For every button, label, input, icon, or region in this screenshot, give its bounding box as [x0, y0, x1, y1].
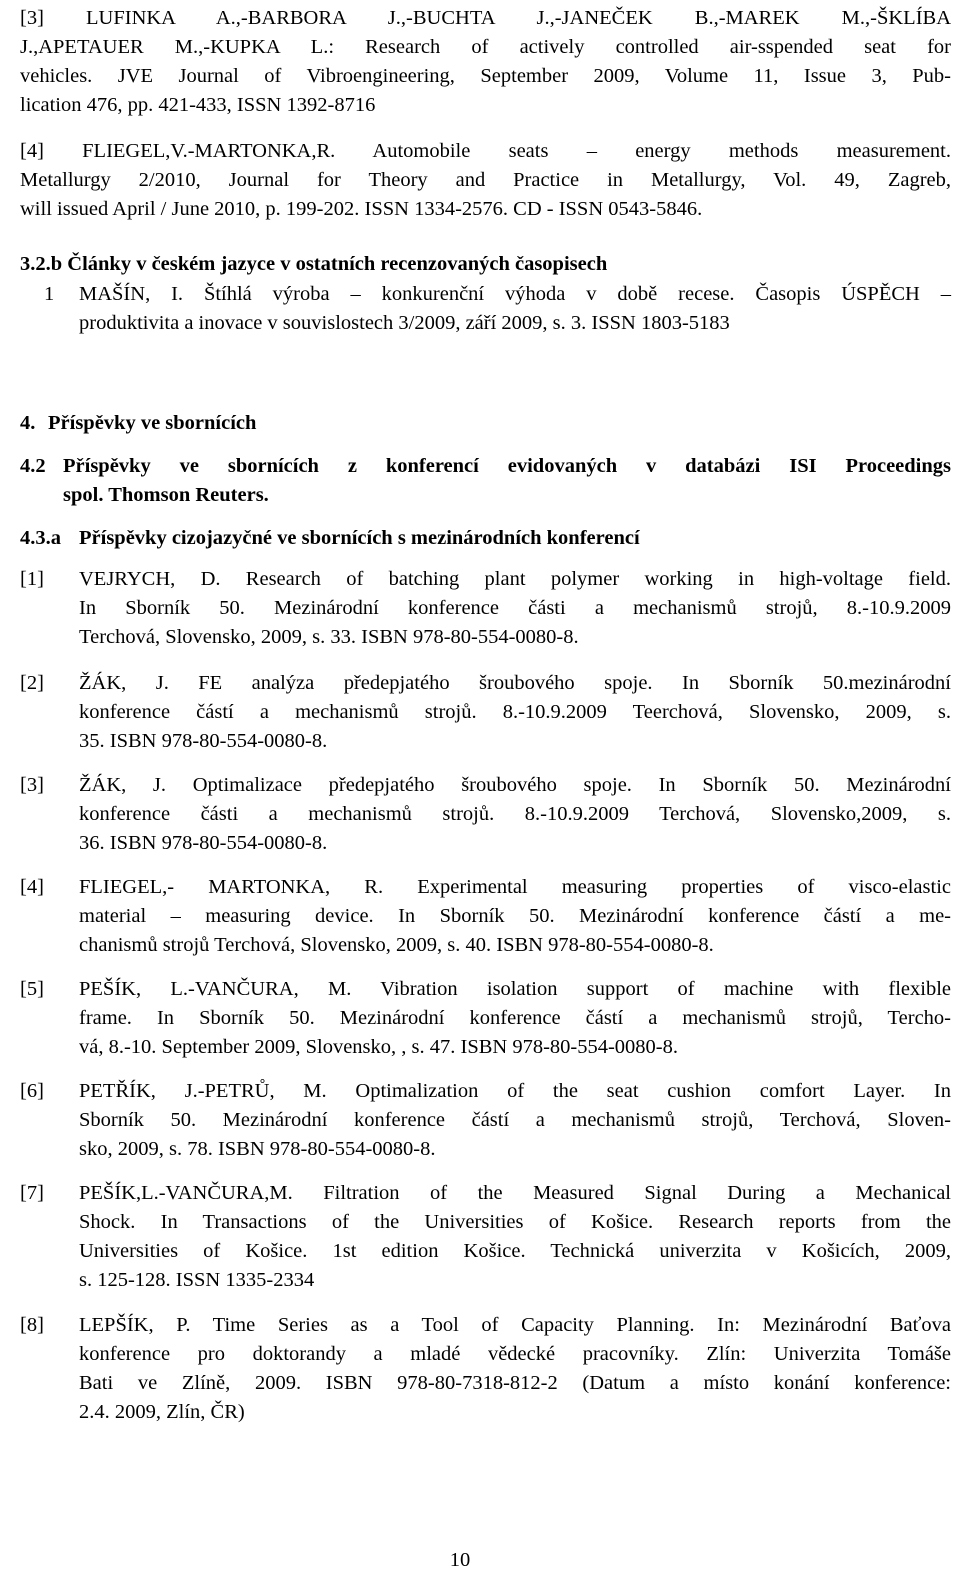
reference-line: ŽÁK, J. FE analýza předepjatého šroubového spoje. In Sborník 50.mezinárodní: [79, 672, 951, 694]
section-number-4-2: 4.2: [20, 455, 46, 477]
reference-line: konference části a mechanismů strojů. 8.-10.9.2009 Terchová, Slovensko,2009, s.: [79, 803, 951, 825]
reference-line: 36. ISBN 978-80-554-0080-8.: [79, 832, 328, 854]
reference-line: PEŠÍK,L.-VANČURA,M. Filtration of the Measured Signal During a Mechanical: [79, 1182, 951, 1204]
reference-number: 1: [44, 283, 55, 305]
section-heading-4: Příspěvky ve sbornících: [48, 412, 257, 434]
reference-line: FLIEGEL,- MARTONKA, R. Experimental measuring properties of visco-elastic: [79, 876, 951, 898]
section-heading-4-2: [63, 452, 951, 481]
reference-line: Sborník 50. Mezinárodní konference částí a mechanismů strojů, Terchová, Sloven-: [79, 1109, 951, 1131]
page-number: 10: [449, 1549, 471, 1571]
reference-line: s. 125-128. ISSN 1335-2334: [79, 1269, 315, 1291]
section-heading-4-2-continued: spol. Thomson Reuters.: [63, 484, 269, 506]
reference-number: [4]: [20, 876, 44, 898]
reference-line: will issued April / June 2010, p. 199-202. ISSN 1334-2576. CD - ISSN 0543-5846.: [20, 198, 703, 220]
reference-line: VEJRYCH, D. Research of batching plant polymer working in high-voltage field.: [79, 568, 951, 590]
reference-line: sko, 2009, s. 78. ISBN 978-80-554-0080-8.: [79, 1138, 436, 1160]
reference-number: [6]: [20, 1080, 44, 1102]
reference-line: J.,APETAUER M.,-KUPKA L.: Research of actively controlled air-sspended seat for: [20, 36, 951, 58]
reference-line: 2.4. 2009, Zlín, ČR): [79, 1401, 245, 1423]
section-number-4-3-a: 4.3.a: [20, 527, 61, 549]
reference-line: konference částí a mechanismů strojů. 8.-10.9.2009 Teerchová, Slovensko, 2009, s.: [79, 701, 951, 723]
reference-line: Bati ve Zlíně, 2009. ISBN 978-80-7318-812-2 (Datum a místo konání konference:: [79, 1372, 951, 1394]
reference-line: lication 476, pp. 421-433, ISSN 1392-8716: [20, 94, 376, 116]
section-heading-3-2-b: 3.2.b Články v českém jazyce v ostatních recenzovaných časopisech: [20, 253, 608, 275]
reference-line: Universities of Košice. 1st edition Košice. Technická univerzita v Košicích, 2009,: [79, 1240, 951, 1262]
reference-number: [5]: [20, 978, 44, 1000]
reference-line: Metallurgy 2/2010, Journal for Theory and Practice in Metallurgy, Vol. 49, Zagreb,: [20, 169, 951, 191]
reference-line: frame. In Sborník 50. Mezinárodní konference částí a mechanismů strojů, Tercho-: [79, 1007, 951, 1029]
reference-line: PETŘÍK, J.-PETRŮ, M. Optimalization of the seat cushion comfort Layer. In: [79, 1080, 951, 1102]
reference-line: LEPŠÍK, P. Time Series as a Tool of Capacity Planning. In: Mezinárodní Baťova: [79, 1314, 951, 1336]
reference-line: In Sborník 50. Mezinárodní konference části a mechanismů strojů, 8.-10.9.2009: [79, 597, 951, 619]
reference-number: [1]: [20, 568, 44, 590]
reference-number: [3]: [20, 774, 44, 796]
reference-line: vá, 8.-10. September 2009, Slovensko, , s. 47. ISBN 978-80-554-0080-8.: [79, 1036, 679, 1058]
reference-line: PEŠÍK, L.-VANČURA, M. Vibration isolation support of machine with flexible: [79, 978, 951, 1000]
reference-line: produktivita a inovace v souvislostech 3/2009, září 2009, s. 3. ISSN 1803-5183: [79, 312, 730, 334]
section-heading-4-3-a: Příspěvky cizojazyčné ve sbornících s mezinárodních konferencí: [79, 527, 640, 549]
reference-line: material – measuring device. In Sborník 50. Mezinárodní konference částí a me-: [79, 905, 951, 927]
reference-number: [8]: [20, 1314, 44, 1336]
reference-line: Shock. In Transactions of the Universities of Košice. Research reports from the: [79, 1211, 951, 1233]
reference-line: vehicles. JVE Journal of Vibroengineering, September 2009, Volume 11, Issue 3, Pub-: [20, 65, 951, 87]
section-heading-4-2-line: Příspěvky ve sbornících z konferencí evidovaných v databázi ISI Proceedings: [63, 455, 951, 477]
section-number-4: 4.: [20, 412, 36, 434]
reference-line: Terchová, Slovensko, 2009, s. 33. ISBN 978-80-554-0080-8.: [79, 626, 579, 648]
reference-line: [3] LUFINKA A.,-BARBORA J.,-BUCHTA J.,-JANEČEK B.,-MAREK M.,-ŠKLÍBA: [20, 7, 951, 29]
reference-line: 35. ISBN 978-80-554-0080-8.: [79, 730, 328, 752]
reference-line: chanismů strojů Terchová, Slovensko, 2009, s. 40. ISBN 978-80-554-0080-8.: [79, 934, 714, 956]
reference-line: MAŠÍN, I. Štíhlá výroba – konkurenční výhoda v době recese. Časopis ÚSPĚCH –: [79, 283, 951, 305]
reference-number: [7]: [20, 1182, 44, 1204]
reference-line: konference pro doktorandy a mladé vědecké pracovníky. Zlín: Univerzita Tomáše: [79, 1343, 951, 1365]
reference-line: [4] FLIEGEL,V.-MARTONKA,R. Automobile seats – energy methods measurement.: [20, 140, 951, 162]
reference-line: ŽÁK, J. Optimalizace předepjatého šroubového spoje. In Sborník 50. Mezinárodní: [79, 774, 951, 796]
reference-number: [2]: [20, 672, 44, 694]
